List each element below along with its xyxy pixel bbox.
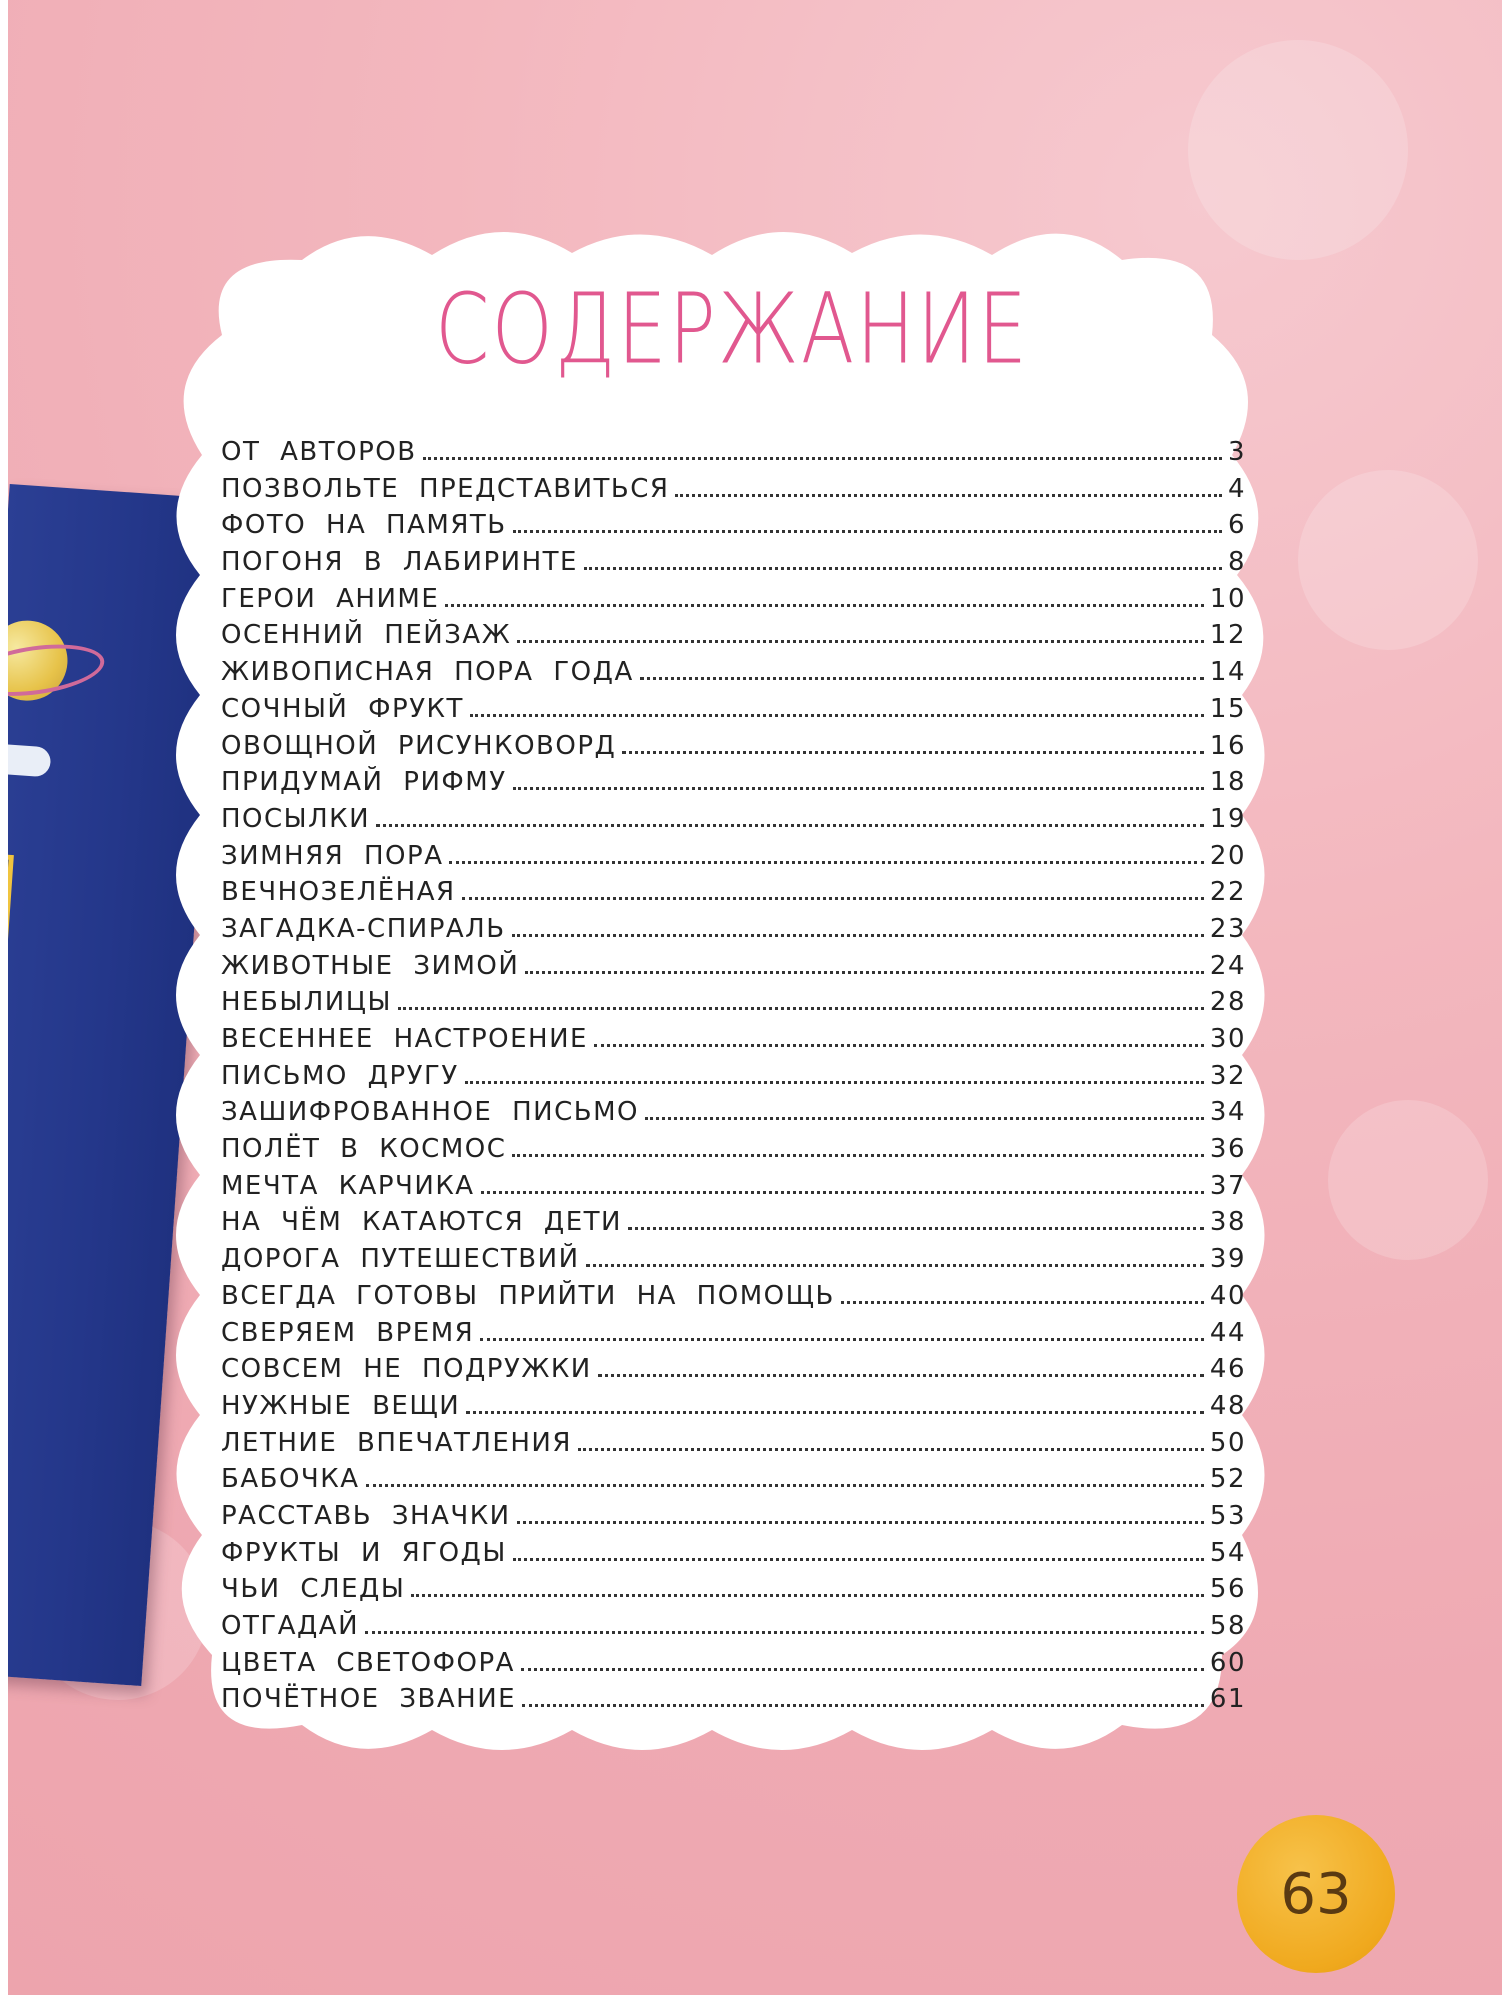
table-of-contents xyxy=(221,437,1246,1721)
toc-entry-title: НА ЧЁМ КАТАЮТСЯ ДЕТИ xyxy=(221,1207,622,1238)
toc-entry-title: ВСЕГДА ГОТОВЫ ПРИЙТИ НА ПОМОЩЬ xyxy=(221,1280,835,1311)
dot-leader xyxy=(517,640,1204,643)
toc-entry xyxy=(221,841,1246,878)
dot-leader xyxy=(578,1448,1204,1451)
dot-leader xyxy=(521,1668,1204,1671)
toc-entry-title: ЗАШИФРОВАННОЕ ПИСЬМО xyxy=(221,1097,640,1128)
dot-leader xyxy=(594,1044,1204,1047)
toc-entry-title: ГЕРОИ АНИМЕ xyxy=(221,583,440,614)
toc-entry-title: ПОСЫЛКИ xyxy=(221,803,371,834)
dot-leader xyxy=(466,1411,1204,1414)
toc-entry-page: 38 xyxy=(1209,1207,1246,1238)
toc-entry xyxy=(221,1318,1246,1355)
toc-entry-page: 61 xyxy=(1209,1684,1246,1715)
dot-leader xyxy=(513,787,1204,790)
toc-entry-title: НЕБЫЛИЦЫ xyxy=(221,987,392,1018)
toc-entry-title: БАБОЧКА xyxy=(221,1464,360,1495)
toc-entry-page: 3 xyxy=(1227,437,1246,467)
toc-entry xyxy=(221,1428,1246,1465)
toc-entry xyxy=(221,547,1246,584)
dot-leader xyxy=(513,1558,1204,1561)
toc-entry-page: 46 xyxy=(1209,1354,1246,1385)
dot-leader xyxy=(365,1631,1204,1634)
toc-entry-title: ЧЬИ СЛЕДЫ xyxy=(221,1574,406,1605)
toc-entry-title: ПОГОНЯ В ЛАБИРИНТЕ xyxy=(221,547,578,578)
toc-entry-title: НУЖНЫЕ ВЕЩИ xyxy=(221,1390,461,1421)
toc-entry xyxy=(221,1134,1246,1171)
toc-entry-title: ЦВЕТА СВЕТОФОРА xyxy=(221,1647,515,1678)
toc-entry-title: ЖИВОПИСНАЯ ПОРА ГОДА xyxy=(221,657,634,688)
toc-entry xyxy=(221,1207,1246,1244)
toc-entry-title: ЗИМНЯЯ ПОРА xyxy=(221,840,444,871)
toc-entry-page: 52 xyxy=(1209,1464,1246,1495)
toc-entry xyxy=(221,657,1246,694)
toc-entry xyxy=(221,1501,1246,1538)
toc-entry-page: 30 xyxy=(1209,1024,1246,1054)
planet-ring-illustration xyxy=(8,637,108,704)
dot-leader xyxy=(841,1301,1204,1304)
toc-entry xyxy=(221,767,1246,804)
toc-entry-title: МЕЧТА КАРЧИКА xyxy=(221,1170,475,1201)
toc-entry-title: СОВСЕМ НЕ ПОДРУЖКИ xyxy=(221,1354,592,1385)
dot-leader xyxy=(480,1338,1204,1341)
dot-leader xyxy=(445,604,1204,607)
toc-entry xyxy=(221,1391,1246,1428)
dot-leader xyxy=(640,677,1204,680)
toc-entry-page: 24 xyxy=(1209,950,1246,981)
toc-entry-title: РАССТАВЬ ЗНАЧКИ xyxy=(221,1500,511,1531)
toc-entry-title: ОТГАДАЙ xyxy=(221,1611,360,1641)
dot-leader xyxy=(376,824,1204,827)
dot-leader xyxy=(512,934,1204,937)
dot-leader xyxy=(411,1594,1204,1597)
dot-leader xyxy=(525,971,1204,974)
toc-entry xyxy=(221,1061,1246,1098)
toc-entry-page: 39 xyxy=(1209,1244,1246,1275)
toc-entry-page: 56 xyxy=(1209,1574,1246,1605)
bokeh-light xyxy=(1298,470,1478,650)
toc-entry-page: 16 xyxy=(1209,730,1246,761)
toc-entry xyxy=(221,804,1246,841)
frame-illustration xyxy=(8,853,14,1025)
toc-entry-title: ЖИВОТНЫЕ ЗИМОЙ xyxy=(221,950,520,981)
dot-leader xyxy=(470,714,1204,717)
toc-entry-title: ПОЧЁТНОЕ ЗВАНИЕ xyxy=(221,1684,517,1715)
toc-entry xyxy=(221,1574,1246,1611)
toc-entry-page: 12 xyxy=(1209,620,1246,651)
toc-entry-page: 36 xyxy=(1209,1134,1246,1165)
toc-entry-title: ФОТО НА ПАМЯТЬ xyxy=(221,510,507,541)
toc-entry-page: 23 xyxy=(1209,913,1246,944)
dot-leader xyxy=(598,1374,1204,1377)
toc-entry xyxy=(221,1097,1246,1134)
dot-leader xyxy=(522,1704,1204,1707)
toc-entry-title: СОЧНЫЙ ФРУКТ xyxy=(221,693,464,724)
toc-entry-page: 18 xyxy=(1209,767,1246,798)
dot-leader xyxy=(462,897,1204,900)
dot-leader xyxy=(449,861,1203,864)
toc-entry-title: ОВОЩНОЙ РИСУНКОВОРД xyxy=(221,730,617,761)
toc-entry-page: 44 xyxy=(1209,1317,1246,1348)
toc-entry-page: 15 xyxy=(1209,693,1246,724)
toc-entry-page: 54 xyxy=(1209,1537,1246,1568)
dot-leader xyxy=(628,1227,1204,1230)
toc-entry-title: ВЕСЕННЕЕ НАСТРОЕНИЕ xyxy=(221,1024,588,1054)
toc-entry-title: СВЕРЯЕМ ВРЕМЯ xyxy=(221,1317,475,1348)
toc-entry xyxy=(221,1684,1246,1721)
toc-entry-title: ПОЗВОЛЬТЕ ПРЕДСТАВИТЬСЯ xyxy=(221,473,670,504)
dot-leader xyxy=(512,1154,1204,1157)
toc-entry xyxy=(221,510,1246,547)
toc-entry-page: 10 xyxy=(1209,583,1246,614)
toc-entry-page: 14 xyxy=(1209,657,1246,688)
toc-entry-title: ЛЕТНИЕ ВПЕЧАТЛЕНИЯ xyxy=(221,1427,572,1458)
toc-entry xyxy=(221,694,1246,731)
toc-entry xyxy=(221,1464,1246,1501)
toc-entry xyxy=(221,914,1246,951)
toc-entry xyxy=(221,1611,1246,1648)
toc-entry xyxy=(221,474,1246,511)
toc-entry-title: ОСЕННИЙ ПЕЙЗАЖ xyxy=(221,620,512,651)
toc-entry-page: 60 xyxy=(1209,1647,1246,1678)
toc-entry-title: ДОРОГА ПУТЕШЕСТВИЙ xyxy=(221,1244,580,1275)
toc-entry-title: ВЕЧНОЗЕЛЁНАЯ xyxy=(221,877,456,908)
toc-entry-title: ПРИДУМАЙ РИФМУ xyxy=(221,767,507,798)
toc-entry-page: 40 xyxy=(1209,1280,1246,1311)
contents-card xyxy=(162,215,1302,1775)
toc-entry xyxy=(221,1171,1246,1208)
toc-entry xyxy=(221,1648,1246,1685)
toc-entry-title: ПОЛЁТ В КОСМОС xyxy=(221,1134,507,1165)
toc-entry xyxy=(221,877,1246,914)
toc-entry xyxy=(221,437,1246,474)
toc-entry xyxy=(221,731,1246,768)
toc-entry xyxy=(221,951,1246,988)
dot-leader xyxy=(622,751,1204,754)
toc-entry xyxy=(221,1354,1246,1391)
dot-leader xyxy=(586,1264,1204,1267)
dot-leader xyxy=(398,1007,1204,1010)
toc-entry-title: ЗАГАДКА-СПИРАЛЬ xyxy=(221,913,506,944)
dot-leader xyxy=(423,457,1222,460)
page-title: СОДЕРЖАНИЕ xyxy=(435,273,1029,387)
toc-entry xyxy=(221,620,1246,657)
cloud-illustration xyxy=(8,743,51,777)
dot-leader xyxy=(465,1081,1204,1084)
toc-entry-page: 22 xyxy=(1209,877,1246,908)
toc-entry-page: 6 xyxy=(1227,510,1246,541)
toc-entry xyxy=(221,1244,1246,1281)
toc-entry-page: 34 xyxy=(1209,1097,1246,1128)
toc-entry-title: ОТ АВТОРОВ xyxy=(221,437,417,467)
dot-leader xyxy=(584,567,1222,570)
toc-entry xyxy=(221,987,1246,1024)
toc-entry-page: 4 xyxy=(1227,473,1246,504)
toc-entry-page: 48 xyxy=(1209,1390,1246,1421)
toc-entry-title: ФРУКТЫ И ЯГОДЫ xyxy=(221,1537,507,1568)
toc-entry-page: 20 xyxy=(1209,840,1246,871)
toc-entry xyxy=(221,1024,1246,1061)
toc-entry-page: 19 xyxy=(1209,803,1246,834)
toc-entry xyxy=(221,1281,1246,1318)
toc-entry xyxy=(221,584,1246,621)
dot-leader xyxy=(675,494,1221,497)
page-number-badge: 63 xyxy=(1237,1815,1395,1973)
dot-leader xyxy=(513,530,1222,533)
toc-entry-page: 28 xyxy=(1209,987,1246,1018)
toc-entry-title: ПИСЬМО ДРУГУ xyxy=(221,1060,459,1091)
toc-entry-page: 8 xyxy=(1227,547,1246,578)
toc-entry-page: 32 xyxy=(1209,1060,1246,1091)
dot-leader xyxy=(481,1191,1204,1194)
dot-leader xyxy=(517,1521,1204,1524)
dot-leader xyxy=(645,1117,1204,1120)
toc-entry-page: 58 xyxy=(1209,1611,1246,1641)
toc-entry-page: 37 xyxy=(1209,1170,1246,1201)
dot-leader xyxy=(366,1484,1204,1487)
toc-entry-page: 50 xyxy=(1209,1427,1246,1458)
bokeh-light xyxy=(1328,1100,1488,1260)
toc-entry xyxy=(221,1538,1246,1575)
toc-entry-page: 53 xyxy=(1209,1500,1246,1531)
